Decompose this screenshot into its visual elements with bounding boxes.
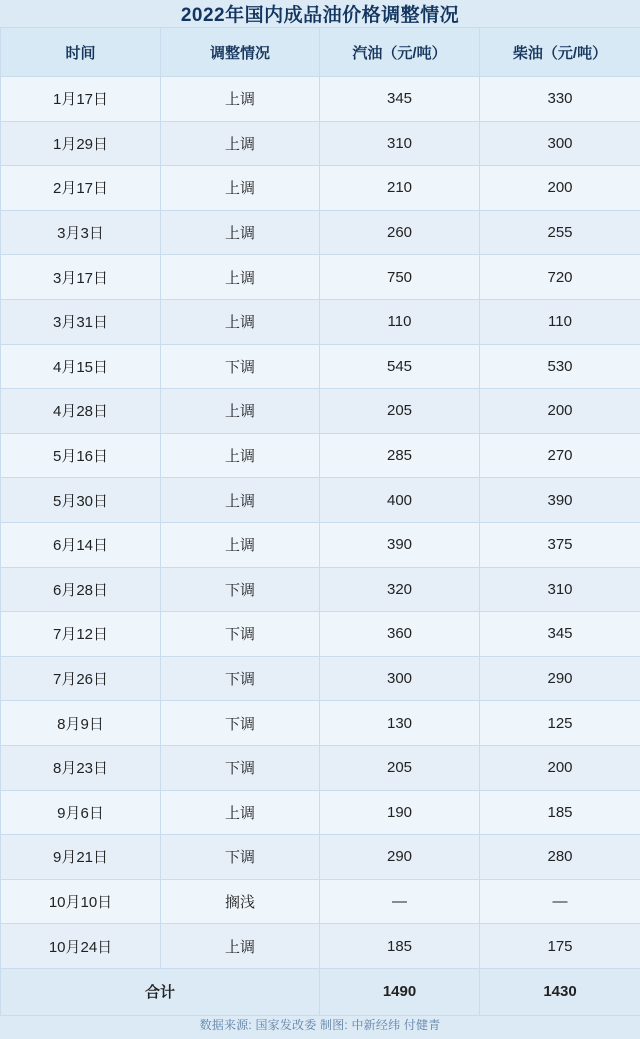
cell-adjustment: 下调 [161, 612, 320, 657]
column-header-diesel: 柴油（元/吨） [480, 28, 640, 77]
cell-date: 2月17日 [1, 166, 161, 211]
cell-date: 3月31日 [1, 299, 161, 344]
column-header-date: 时间 [1, 28, 161, 77]
cell-date: 5月30日 [1, 478, 161, 523]
table-header-row [1, 28, 640, 77]
cell-gasoline: 205 [320, 389, 480, 434]
cell-gasoline: 400 [320, 478, 480, 523]
cell-adjustment: 上调 [161, 121, 320, 166]
cell-adjustment: 下调 [161, 835, 320, 880]
table-row [1, 656, 640, 701]
cell-diesel: 200 [480, 745, 640, 790]
cell-diesel: 375 [480, 522, 640, 567]
cell-diesel: 300 [480, 121, 640, 166]
table-row [1, 77, 640, 122]
cell-adjustment: 上调 [161, 299, 320, 344]
cell-adjustment: 上调 [161, 77, 320, 122]
table-row [1, 790, 640, 835]
table-row [1, 522, 640, 567]
table-row [1, 389, 640, 434]
cell-diesel: 390 [480, 478, 640, 523]
table-row [1, 745, 640, 790]
cell-gasoline: 110 [320, 299, 480, 344]
cell-gasoline: 300 [320, 656, 480, 701]
cell-adjustment: 上调 [161, 522, 320, 567]
source-note: 数据来源: 国家发改委 制图: 中新经纬 付健青 [200, 1016, 441, 1033]
table-row [1, 924, 640, 969]
cell-date: 3月17日 [1, 255, 161, 300]
cell-adjustment: 上调 [161, 389, 320, 434]
table-row [1, 879, 640, 924]
table-row [1, 701, 640, 746]
cell-adjustment: 上调 [161, 166, 320, 211]
table-row [1, 835, 640, 880]
cell-date: 10月24日 [1, 924, 161, 969]
table-row [1, 478, 640, 523]
cell-date: 4月15日 [1, 344, 161, 389]
table-footer [1, 968, 640, 1015]
cell-adjustment: 上调 [161, 210, 320, 255]
column-header-adjustment: 调整情况 [161, 28, 320, 77]
cell-date: 10月10日 [1, 879, 161, 924]
cell-gasoline: 390 [320, 522, 480, 567]
table-row [1, 166, 640, 211]
cell-adjustment: 上调 [161, 790, 320, 835]
cell-gasoline: 130 [320, 701, 480, 746]
cell-date: 6月28日 [1, 567, 161, 612]
cell-gasoline: 210 [320, 166, 480, 211]
cell-gasoline: 185 [320, 924, 480, 969]
cell-diesel: 330 [480, 77, 640, 122]
cell-gasoline: 320 [320, 567, 480, 612]
cell-date: 1月29日 [1, 121, 161, 166]
price-adjustment-table [0, 27, 640, 1016]
cell-date: 1月17日 [1, 77, 161, 122]
cell-diesel: 200 [480, 166, 640, 211]
cell-adjustment: 上调 [161, 924, 320, 969]
cell-adjustment: 下调 [161, 567, 320, 612]
cell-adjustment: 上调 [161, 478, 320, 523]
cell-gasoline: — [320, 879, 480, 924]
cell-diesel: 310 [480, 567, 640, 612]
cell-gasoline: 345 [320, 77, 480, 122]
cell-adjustment: 上调 [161, 433, 320, 478]
column-header-gasoline: 汽油（元/吨） [320, 28, 480, 77]
cell-gasoline: 545 [320, 344, 480, 389]
table-row [1, 344, 640, 389]
cell-diesel: 530 [480, 344, 640, 389]
table-row [1, 612, 640, 657]
cell-adjustment: 下调 [161, 656, 320, 701]
cell-date: 9月21日 [1, 835, 161, 880]
cell-date: 9月6日 [1, 790, 161, 835]
table-row [1, 567, 640, 612]
cell-date: 4月28日 [1, 389, 161, 434]
cell-diesel: 270 [480, 433, 640, 478]
table-row [1, 210, 640, 255]
cell-date: 3月3日 [1, 210, 161, 255]
cell-diesel: 345 [480, 612, 640, 657]
total-gasoline: 1490 [320, 968, 480, 1015]
title-bar [0, 0, 640, 27]
cell-adjustment: 下调 [161, 701, 320, 746]
cell-diesel: 110 [480, 299, 640, 344]
cell-diesel: — [480, 879, 640, 924]
cell-date: 6月14日 [1, 522, 161, 567]
total-label: 合计 [1, 968, 320, 1015]
cell-diesel: 125 [480, 701, 640, 746]
cell-adjustment: 搁浅 [161, 879, 320, 924]
cell-diesel: 200 [480, 389, 640, 434]
total-row [1, 968, 640, 1015]
cell-gasoline: 285 [320, 433, 480, 478]
footer-note-area [0, 1016, 640, 1039]
cell-gasoline: 260 [320, 210, 480, 255]
cell-date: 7月26日 [1, 656, 161, 701]
table-row [1, 121, 640, 166]
page-title: 2022年国内成品油价格调整情况 [181, 0, 459, 27]
cell-gasoline: 190 [320, 790, 480, 835]
cell-gasoline: 750 [320, 255, 480, 300]
table-body [1, 77, 640, 969]
cell-diesel: 185 [480, 790, 640, 835]
cell-date: 5月16日 [1, 433, 161, 478]
cell-diesel: 290 [480, 656, 640, 701]
cell-diesel: 720 [480, 255, 640, 300]
cell-diesel: 255 [480, 210, 640, 255]
cell-gasoline: 360 [320, 612, 480, 657]
cell-adjustment: 上调 [161, 255, 320, 300]
table-header [1, 28, 640, 77]
cell-adjustment: 下调 [161, 344, 320, 389]
cell-diesel: 280 [480, 835, 640, 880]
cell-diesel: 175 [480, 924, 640, 969]
cell-gasoline: 290 [320, 835, 480, 880]
cell-adjustment: 下调 [161, 745, 320, 790]
cell-gasoline: 205 [320, 745, 480, 790]
table-row [1, 299, 640, 344]
table-row [1, 255, 640, 300]
cell-gasoline: 310 [320, 121, 480, 166]
cell-date: 8月9日 [1, 701, 161, 746]
table-row [1, 433, 640, 478]
total-diesel: 1430 [480, 968, 640, 1015]
cell-date: 7月12日 [1, 612, 161, 657]
cell-date: 8月23日 [1, 745, 161, 790]
